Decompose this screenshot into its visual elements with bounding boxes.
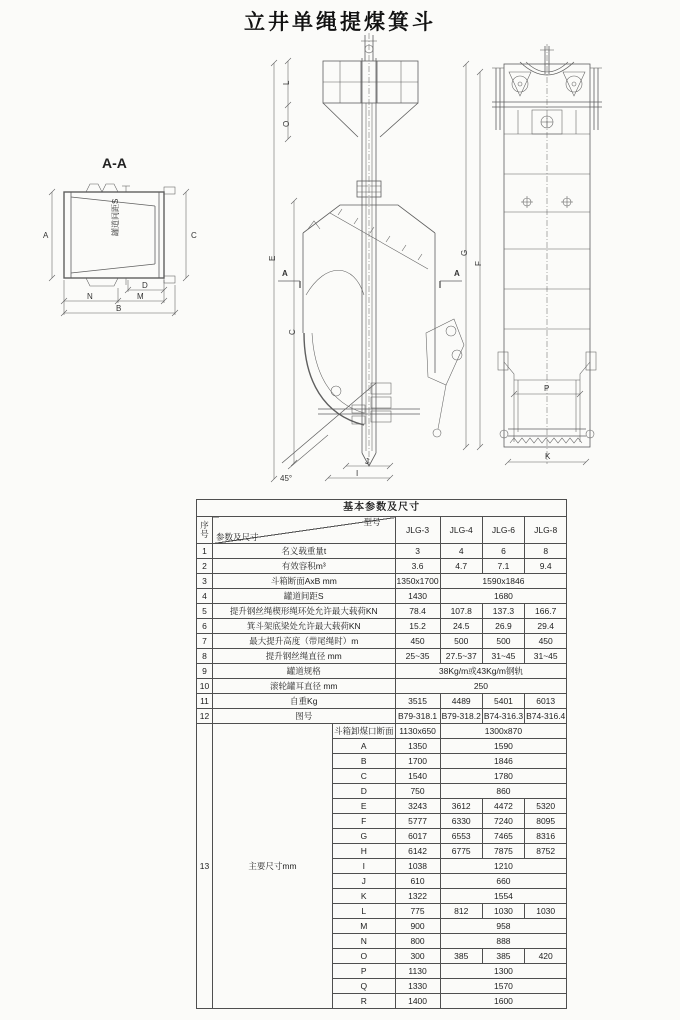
value-cell: 9.4	[525, 559, 567, 574]
value-cell: 1600	[440, 994, 567, 1009]
sub-label-cell: O	[333, 949, 396, 964]
sub-label-cell: F	[333, 814, 396, 829]
dim-label-g: G	[460, 249, 469, 256]
value-cell: 31~45	[525, 649, 567, 664]
value-cell: 450	[525, 634, 567, 649]
sub-label-cell: C	[333, 769, 396, 784]
row-label-cell: 箕斗架底梁处允许最大载荷KN	[213, 619, 396, 634]
value-cell: 1030	[525, 904, 567, 919]
value-cell: 8095	[525, 814, 567, 829]
value-cell: 1554	[440, 889, 567, 904]
row-index-cell: 10	[197, 679, 213, 694]
row-label-cell: 罐道规格	[213, 664, 396, 679]
cut-label-a-left: A	[282, 269, 288, 278]
value-cell: 4.7	[440, 559, 482, 574]
value-cell: 31~45	[482, 649, 524, 664]
column-header-model-JLG-4: JLG-4	[440, 517, 482, 544]
table-row	[197, 559, 567, 574]
column-header-index: 序号	[197, 517, 213, 544]
value-cell: 5401	[482, 694, 524, 709]
value-cell: 1590x1846	[440, 574, 567, 589]
value-cell: 610	[395, 874, 440, 889]
sub-label-cell: R	[333, 994, 396, 1009]
sub-label-cell: I	[333, 859, 396, 874]
row-index-cell: 13	[197, 724, 213, 1009]
table-row	[197, 679, 567, 694]
column-header-diagonal	[213, 517, 396, 544]
table-row	[197, 544, 567, 559]
value-cell: 8752	[525, 844, 567, 859]
dim-label-b: B	[116, 304, 122, 313]
sub-label-cell: M	[333, 919, 396, 934]
row-label-cell: 有效容积m³	[213, 559, 396, 574]
sub-label-cell: P	[333, 964, 396, 979]
table-row	[197, 574, 567, 589]
value-cell: 1846	[440, 754, 567, 769]
value-cell: 1700	[395, 754, 440, 769]
table-row	[197, 634, 567, 649]
value-cell: 385	[482, 949, 524, 964]
value-cell: 1210	[440, 859, 567, 874]
value-cell: 1570	[440, 979, 567, 994]
value-cell: 3515	[395, 694, 440, 709]
value-cell: 1400	[395, 994, 440, 1009]
value-cell: 5777	[395, 814, 440, 829]
sub-label-cell: N	[333, 934, 396, 949]
value-cell: 26.9	[482, 619, 524, 634]
dim-label-a: A	[43, 231, 49, 240]
page-title: 立井单绳提煤箕斗	[244, 11, 436, 34]
column-header-model-JLG-6: JLG-6	[482, 517, 524, 544]
value-cell: 1540	[395, 769, 440, 784]
sub-label-cell: 斗箱卸煤口断面	[333, 724, 396, 739]
row-index-cell: 9	[197, 664, 213, 679]
value-cell: 107.8	[440, 604, 482, 619]
table-sub-row	[197, 724, 567, 739]
dim-label-l: L	[282, 80, 291, 85]
dim-label-n: N	[87, 292, 93, 301]
value-cell: 4472	[482, 799, 524, 814]
value-cell: 15.2	[395, 619, 440, 634]
sub-label-cell: L	[333, 904, 396, 919]
value-cell: 1350	[395, 739, 440, 754]
value-cell: 8	[525, 544, 567, 559]
sub-label-cell: D	[333, 784, 396, 799]
value-cell: 1330	[395, 979, 440, 994]
value-cell: 450	[395, 634, 440, 649]
value-cell: 420	[525, 949, 567, 964]
value-cell: 7465	[482, 829, 524, 844]
value-cell: B74-316.4	[525, 709, 567, 724]
table-title: 基本参数及尺寸	[197, 500, 567, 517]
value-cell: 750	[395, 784, 440, 799]
front-view-drawing	[268, 33, 473, 485]
value-cell: 1300x870	[440, 724, 567, 739]
dim-label-j: J	[365, 457, 369, 466]
value-cell: 6553	[440, 829, 482, 844]
sub-label-cell: K	[333, 889, 396, 904]
spec-table	[196, 499, 567, 1009]
value-cell: 4	[440, 544, 482, 559]
value-cell: 1130x650	[395, 724, 440, 739]
value-cell: 250	[395, 679, 567, 694]
value-cell: 3.6	[395, 559, 440, 574]
row-label-cell: 自重Kg	[213, 694, 396, 709]
dim-label-d: D	[142, 281, 148, 290]
row-index-cell: 6	[197, 619, 213, 634]
row-label-cell: 最大提升高度（带尾绳时）m	[213, 634, 396, 649]
dim-label-f: F	[474, 261, 483, 266]
sub-label-cell: A	[333, 739, 396, 754]
dim-label-c-front: C	[288, 329, 297, 335]
sub-label-cell: B	[333, 754, 396, 769]
cut-label-a-right: A	[454, 269, 460, 278]
dim-label-p: P	[544, 384, 550, 393]
value-cell: 888	[440, 934, 567, 949]
section-label-cell: 主要尺寸mm	[213, 724, 333, 1009]
value-cell: 812	[440, 904, 482, 919]
value-cell: 166.7	[525, 604, 567, 619]
value-cell: 6017	[395, 829, 440, 844]
row-label-cell: 提升钢丝绳直径 mm	[213, 649, 396, 664]
sub-label-cell: H	[333, 844, 396, 859]
value-cell: 27.5~37	[440, 649, 482, 664]
row-label-cell: 滚轮罐耳直径 mm	[213, 679, 396, 694]
table-row	[197, 664, 567, 679]
value-cell: 385	[440, 949, 482, 964]
row-label-cell: 斗箱断面AxB mm	[213, 574, 396, 589]
table-row	[197, 589, 567, 604]
value-cell: 4489	[440, 694, 482, 709]
row-index-cell: 7	[197, 634, 213, 649]
value-cell: 8316	[525, 829, 567, 844]
dim-label-c: C	[191, 231, 197, 240]
value-cell: 38Kg/m或43Kg/m钢轨	[395, 664, 567, 679]
row-index-cell: 1	[197, 544, 213, 559]
section-view-drawing	[40, 146, 210, 326]
side-view-drawing	[452, 44, 662, 480]
value-cell: 7875	[482, 844, 524, 859]
value-cell: 1430	[395, 589, 440, 604]
angle-label: 45°	[280, 474, 293, 483]
dim-label-o: O	[282, 120, 291, 127]
column-header-model-JLG-3: JLG-3	[395, 517, 440, 544]
dim-label-i: I	[356, 469, 359, 478]
value-cell: 3612	[440, 799, 482, 814]
spec-table-wrap	[196, 499, 567, 1009]
value-cell: 6775	[440, 844, 482, 859]
column-header-model-JLG-8: JLG-8	[525, 517, 567, 544]
dim-label-m: M	[137, 292, 144, 301]
value-cell: 800	[395, 934, 440, 949]
value-cell: 1130	[395, 964, 440, 979]
table-row	[197, 694, 567, 709]
value-cell: 300	[395, 949, 440, 964]
value-cell: 5320	[525, 799, 567, 814]
row-index-cell: 5	[197, 604, 213, 619]
row-index-cell: 2	[197, 559, 213, 574]
row-label-cell: 图号	[213, 709, 396, 724]
value-cell: 25~35	[395, 649, 440, 664]
value-cell: 1780	[440, 769, 567, 784]
value-cell: 137.3	[482, 604, 524, 619]
table-row	[197, 604, 567, 619]
row-index-cell: 3	[197, 574, 213, 589]
value-cell: B74-316.3	[482, 709, 524, 724]
value-cell: B79-318.1	[395, 709, 440, 724]
table-row	[197, 709, 567, 724]
row-index-cell: 11	[197, 694, 213, 709]
value-cell: 6	[482, 544, 524, 559]
value-cell: 1038	[395, 859, 440, 874]
value-cell: 900	[395, 919, 440, 934]
table-row	[197, 619, 567, 634]
section-view-inner-text: 罐道间距S	[111, 198, 120, 236]
value-cell: 6142	[395, 844, 440, 859]
value-cell: 1590	[440, 739, 567, 754]
value-cell: 7240	[482, 814, 524, 829]
value-cell: 1680	[440, 589, 567, 604]
value-cell: 24.5	[440, 619, 482, 634]
value-cell: 78.4	[395, 604, 440, 619]
section-view-title: A-A	[102, 155, 127, 171]
value-cell: 6330	[440, 814, 482, 829]
value-cell: 3243	[395, 799, 440, 814]
param-header-label: 参数及尺寸	[216, 532, 259, 543]
table-row	[197, 649, 567, 664]
value-cell: 3	[395, 544, 440, 559]
value-cell: 660	[440, 874, 567, 889]
value-cell: 500	[440, 634, 482, 649]
value-cell: 7.1	[482, 559, 524, 574]
value-cell: 1350x1700	[395, 574, 440, 589]
value-cell: 500	[482, 634, 524, 649]
value-cell: 860	[440, 784, 567, 799]
dim-label-e: E	[268, 255, 277, 261]
row-label-cell: 名义载重量t	[213, 544, 396, 559]
sub-label-cell: Q	[333, 979, 396, 994]
sub-label-cell: G	[333, 829, 396, 844]
row-index-cell: 12	[197, 709, 213, 724]
value-cell: 1322	[395, 889, 440, 904]
value-cell: 775	[395, 904, 440, 919]
row-index-cell: 8	[197, 649, 213, 664]
value-cell: 29.4	[525, 619, 567, 634]
row-label-cell: 提升钢丝绳楔形绳环处允许最大载荷KN	[213, 604, 396, 619]
value-cell: 6013	[525, 694, 567, 709]
value-cell: 1030	[482, 904, 524, 919]
model-header-label: 型号	[363, 517, 381, 527]
sub-label-cell: E	[333, 799, 396, 814]
dim-label-k: K	[545, 452, 551, 461]
row-index-cell: 4	[197, 589, 213, 604]
value-cell: 1300	[440, 964, 567, 979]
sub-label-cell: J	[333, 874, 396, 889]
value-cell: B79-318.2	[440, 709, 482, 724]
row-label-cell: 罐道间距S	[213, 589, 396, 604]
value-cell: 958	[440, 919, 567, 934]
